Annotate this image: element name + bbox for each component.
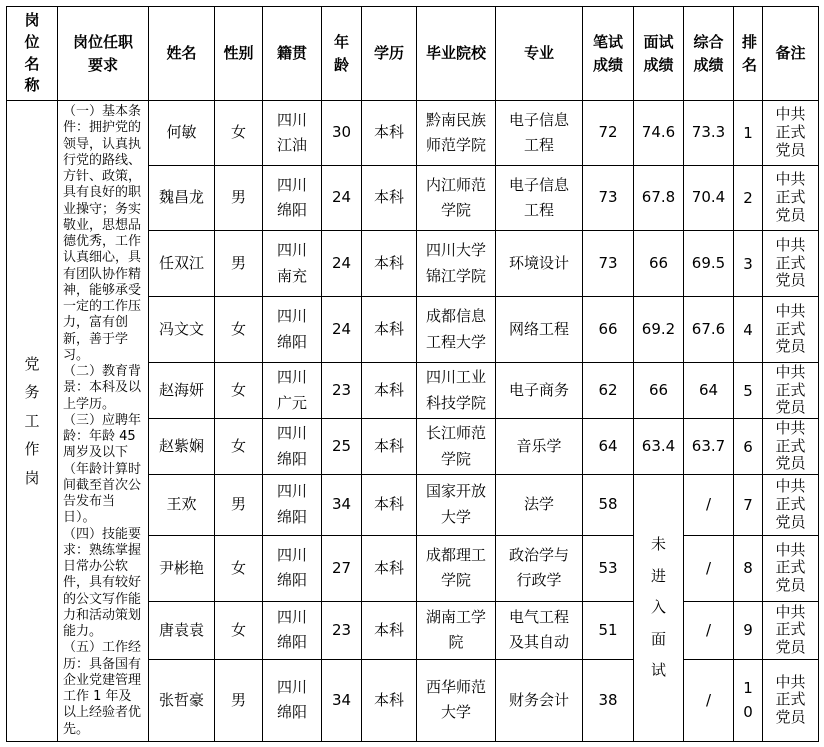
- col-header-native-place: 籍贯: [263, 7, 322, 101]
- cell-interview-score: 69.2: [634, 297, 684, 363]
- cell-written-score: 62: [583, 363, 634, 419]
- cell-gender: 女: [215, 601, 263, 659]
- cell-education: 本科: [362, 231, 417, 297]
- cell-name: 张哲豪: [149, 659, 215, 741]
- cell-gender: 女: [215, 535, 263, 601]
- requirements-cell: [58, 101, 149, 742]
- cell-education: 本科: [362, 363, 417, 419]
- cell-education: 本科: [362, 419, 417, 475]
- table-body: [7, 101, 819, 742]
- requirement-paragraph: （五）工作经历：具备国有企业党建管理工作 1 年及以上经验者优先。: [63, 640, 142, 737]
- requirement-paragraph: （一）基本条件：拥护党的领导，认真执行党的路线、方针、政策，具有良好的职业操守；务实敬业，思想品德优秀，工作认真细心，具有团队协作精神，能够承受一定的工作压力，富有创新，善于学习。: [63, 104, 142, 363]
- cell-rank: 8: [734, 535, 763, 601]
- cell-age: 25: [322, 419, 362, 475]
- cell-school: 成都信息工程大学: [417, 297, 496, 363]
- col-header-interview-score: 面试成绩: [634, 7, 684, 101]
- cell-major: 电气工程及其自动: [496, 601, 583, 659]
- cell-rank: 1: [734, 101, 763, 166]
- cell-education: 本科: [362, 166, 417, 231]
- cell-school: 湖南工学院: [417, 601, 496, 659]
- cell-age: 30: [322, 101, 362, 166]
- cell-written-score: 66: [583, 297, 634, 363]
- cell-native-place: 四川绵阳: [263, 166, 322, 231]
- cell-rank: 7: [734, 475, 763, 536]
- cell-education: 本科: [362, 101, 417, 166]
- cell-comprehensive-score: /: [684, 475, 734, 536]
- cell-age: 24: [322, 231, 362, 297]
- cell-education: 本科: [362, 475, 417, 536]
- cell-age: 34: [322, 475, 362, 536]
- cell-gender: 女: [215, 363, 263, 419]
- col-header-requirements: 岗位任职要求: [58, 7, 149, 101]
- cell-rank: 4: [734, 297, 763, 363]
- cell-name: 魏昌龙: [149, 166, 215, 231]
- cell-written-score: 38: [583, 659, 634, 741]
- cell-education: 本科: [362, 659, 417, 741]
- requirement-paragraph: （二）教育背景：本科及以上学历。: [63, 364, 142, 412]
- cell-major: 政治学与行政学: [496, 535, 583, 601]
- cell-comprehensive-score: 64: [684, 363, 734, 419]
- cell-age: 27: [322, 535, 362, 601]
- cell-comprehensive-score: 63.7: [684, 419, 734, 475]
- cell-school: 四川大学锦江学院: [417, 231, 496, 297]
- col-header-gender: 性别: [215, 7, 263, 101]
- cell-written-score: 58: [583, 475, 634, 536]
- cell-age: 34: [322, 659, 362, 741]
- cell-remark: 中共正式党员: [763, 601, 819, 659]
- requirement-paragraph: （四）技能要求：熟练掌握日常办公软件，具有较好的公文写作能力和活动策划能力。: [63, 526, 142, 639]
- cell-education: 本科: [362, 297, 417, 363]
- cell-gender: 男: [215, 659, 263, 741]
- cell-major: 电子信息工程: [496, 166, 583, 231]
- cell-age: 24: [322, 166, 362, 231]
- cell-gender: 男: [215, 231, 263, 297]
- cell-major: 环境设计: [496, 231, 583, 297]
- cell-age: 23: [322, 363, 362, 419]
- cell-rank: 5: [734, 363, 763, 419]
- cell-comprehensive-score: 67.6: [684, 297, 734, 363]
- cell-comprehensive-score: 70.4: [684, 166, 734, 231]
- cell-remark: 中共正式党员: [763, 475, 819, 536]
- col-header-rank: 排名: [734, 7, 763, 101]
- cell-remark: 中共正式党员: [763, 101, 819, 166]
- cell-native-place: 四川绵阳: [263, 475, 322, 536]
- cell-rank: 6: [734, 419, 763, 475]
- cell-native-place: 四川绵阳: [263, 535, 322, 601]
- header-row: [7, 7, 819, 101]
- cell-school: 黔南民族师范学院: [417, 101, 496, 166]
- col-header-school: 毕业院校: [417, 7, 496, 101]
- cell-written-score: 72: [583, 101, 634, 166]
- cell-school: 西华师范大学: [417, 659, 496, 741]
- col-header-remark: 备注: [763, 7, 819, 101]
- cell-comprehensive-score: /: [684, 535, 734, 601]
- cell-major: 电子商务: [496, 363, 583, 419]
- col-header-position-name: [7, 7, 58, 101]
- cell-gender: 女: [215, 101, 263, 166]
- cell-school: 成都理工学院: [417, 535, 496, 601]
- cell-written-score: 73: [583, 166, 634, 231]
- cell-remark: 中共正式党员: [763, 363, 819, 419]
- cell-major: 网络工程: [496, 297, 583, 363]
- cell-rank: 10: [734, 659, 763, 741]
- cell-major: 财务会计: [496, 659, 583, 741]
- cell-name: 赵紫娴: [149, 419, 215, 475]
- cell-age: 23: [322, 601, 362, 659]
- cell-interview-score: 66: [634, 363, 684, 419]
- cell-interview-score: 66: [634, 231, 684, 297]
- cell-interview-score: 67.8: [634, 166, 684, 231]
- cell-major: 电子信息工程: [496, 101, 583, 166]
- cell-gender: 女: [215, 419, 263, 475]
- col-header-education: 学历: [362, 7, 417, 101]
- cell-comprehensive-score: /: [684, 601, 734, 659]
- cell-written-score: 64: [583, 419, 634, 475]
- col-header-comprehensive-score: 综合成绩: [684, 7, 734, 101]
- cell-written-score: 53: [583, 535, 634, 601]
- requirement-paragraph: （三）应聘年龄：年龄 45 周岁及以下（年龄计算时间截至首次公告发布当日）。: [63, 412, 142, 526]
- interview-pending-text: 未进入面试: [650, 535, 666, 680]
- cell-age: 24: [322, 297, 362, 363]
- cell-education: 本科: [362, 535, 417, 601]
- cell-rank: 9: [734, 601, 763, 659]
- cell-interview-score: 63.4: [634, 419, 684, 475]
- cell-remark: 中共正式党员: [763, 659, 819, 741]
- col-header-major: 专业: [496, 7, 583, 101]
- table-row: [7, 101, 819, 166]
- cell-education: 本科: [362, 601, 417, 659]
- cell-name: 赵海妍: [149, 363, 215, 419]
- cell-gender: 男: [215, 475, 263, 536]
- cell-comprehensive-score: 69.5: [684, 231, 734, 297]
- cell-comprehensive-score: /: [684, 659, 734, 741]
- cell-remark: 中共正式党员: [763, 166, 819, 231]
- cell-name: 任双江: [149, 231, 215, 297]
- cell-native-place: 四川绵阳: [263, 659, 322, 741]
- cell-remark: 中共正式党员: [763, 419, 819, 475]
- cell-school: 国家开放大学: [417, 475, 496, 536]
- cell-remark: 中共正式党员: [763, 231, 819, 297]
- cell-written-score: 51: [583, 601, 634, 659]
- cell-gender: 男: [215, 166, 263, 231]
- cell-comprehensive-score: 73.3: [684, 101, 734, 166]
- cell-native-place: 四川绵阳: [263, 419, 322, 475]
- cell-written-score: 73: [583, 231, 634, 297]
- cell-interview-score: 74.6: [634, 101, 684, 166]
- cell-school: 长江师范学院: [417, 419, 496, 475]
- position-name-cell: [7, 101, 58, 742]
- col-header-age: 年龄: [322, 7, 362, 101]
- cell-school: 内江师范学院: [417, 166, 496, 231]
- col-header-position-name-text: 岗位名称: [24, 11, 40, 95]
- cell-school: 四川工业科技学院: [417, 363, 496, 419]
- col-header-written-score: 笔试成绩: [583, 7, 634, 101]
- cell-name: 尹彬艳: [149, 535, 215, 601]
- col-header-name: 姓名: [149, 7, 215, 101]
- cell-native-place: 四川江油: [263, 101, 322, 166]
- cell-native-place: 四川南充: [263, 231, 322, 297]
- cell-major: 法学: [496, 475, 583, 536]
- cell-name: 唐袁袁: [149, 601, 215, 659]
- cell-name: 何敏: [149, 101, 215, 166]
- cell-major: 音乐学: [496, 419, 583, 475]
- position-name-text: 党务工作岗: [24, 354, 40, 487]
- cell-name: 王欢: [149, 475, 215, 536]
- recruitment-results-table: [6, 6, 819, 742]
- cell-gender: 女: [215, 297, 263, 363]
- interview-pending-cell: [634, 475, 684, 742]
- cell-native-place: 四川广元: [263, 363, 322, 419]
- cell-name: 冯文文: [149, 297, 215, 363]
- cell-remark: 中共正式党员: [763, 535, 819, 601]
- cell-rank: 2: [734, 166, 763, 231]
- cell-native-place: 四川绵阳: [263, 297, 322, 363]
- cell-rank: 3: [734, 231, 763, 297]
- cell-native-place: 四川绵阳: [263, 601, 322, 659]
- cell-remark: 中共正式党员: [763, 297, 819, 363]
